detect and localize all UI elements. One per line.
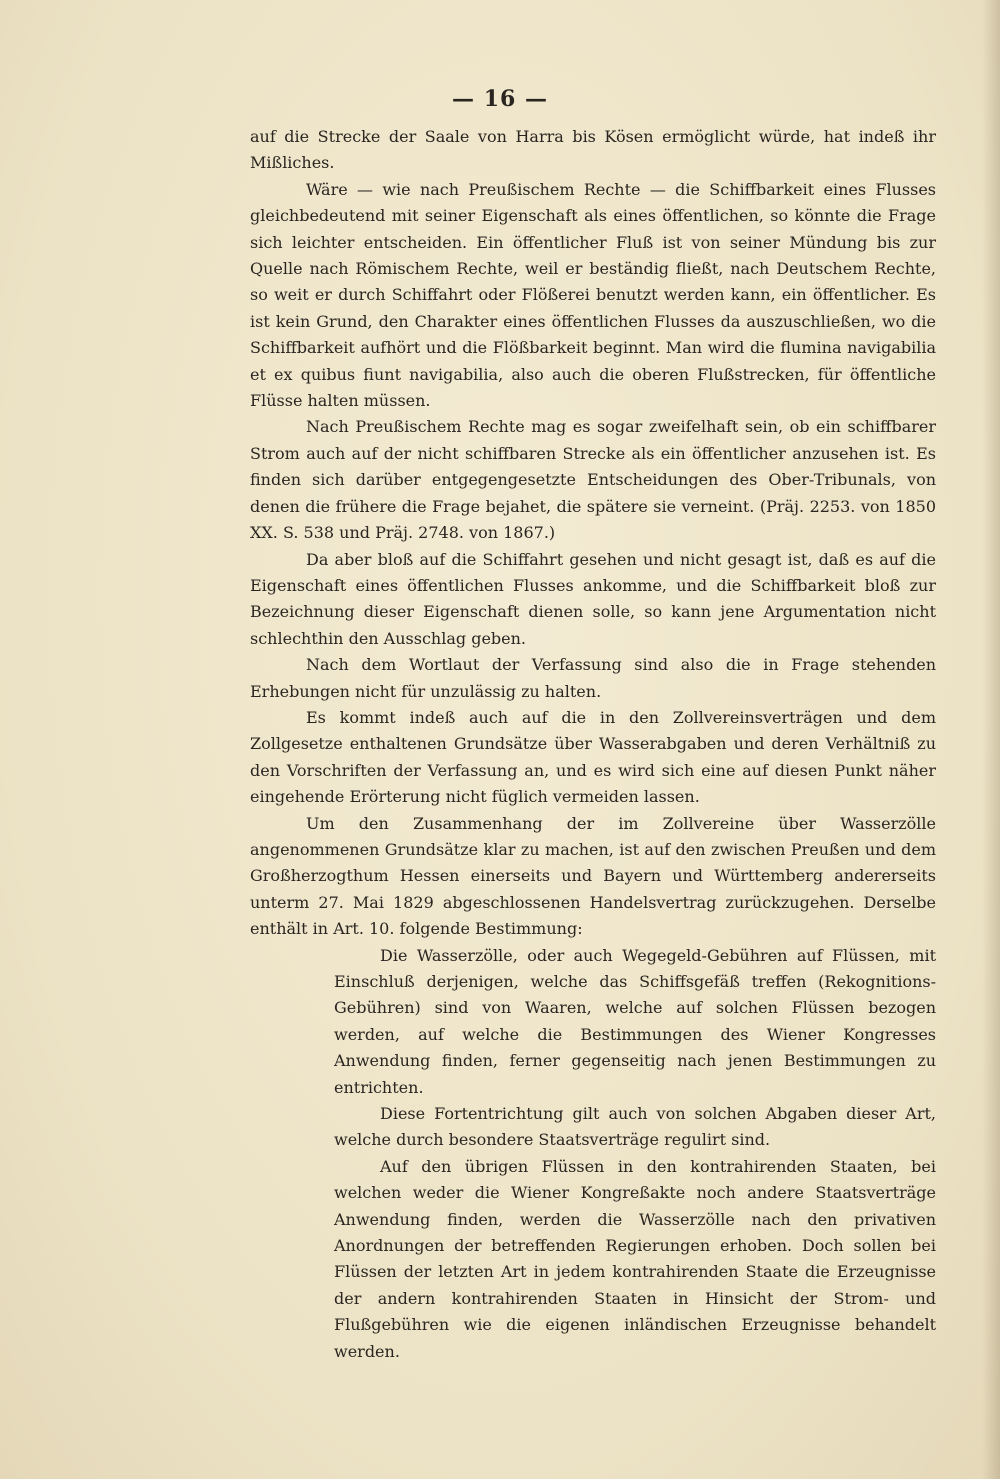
page-edge-shadow bbox=[982, 0, 1000, 1479]
paragraph: Um den Zusammenhang der im Zollvereine über Wasserzölle angenommenen Grundsätze klar zu machen, ist auf den zwischen Preußen und dem Großherzogthum Hessen einerseits und Bayern und Württemberg andererseits unterm 27. Mai 1829 abgeschlossenen Handelsvertrag zurückzugehen. Derselbe enthält in Art. 10. folgende Bestimmung: bbox=[250, 813, 936, 939]
quoted-paragraph: Auf den übrigen Flüssen in den kontrahirenden Staaten, bei welchen weder die Wiener Kongreßakte noch andere Staatsverträge Anwendung finden, werden die Wasserzölle nach den privativen Anordnungen der betreffenden Regierungen erhoben. Doch sollen bei Flüssen der letzten Art in jedem kontrahirenden Staate die Erzeugnisse der andern kontrahirenden Staaten in Hinsicht der Strom- und Flußgebühren wie die eigenen inländischen Erzeugnisse behandelt werden. bbox=[334, 1156, 936, 1361]
paragraph: Nach dem Wortlaut der Verfassung sind also die in Frage stehenden Erhebungen nicht für unzulässig zu halten. bbox=[250, 655, 936, 701]
page-number: — 16 — bbox=[452, 86, 548, 112]
quoted-paragraph: Die Wasserzölle, oder auch Wegegeld-Gebühren auf Flüssen, mit Einschluß derjenigen, welche das Schiffsgefäß treffen (Rekognitions-Gebühren) sind von Waaren, welche auf solchen Flüssen bezogen werden, auf welche die Bestimmungen des Wiener Kongresses Anwendung finden, ferner gegenseitig nach jenen Bestimmungen zu entrichten. bbox=[334, 945, 936, 1097]
paragraph: Da aber bloß auf die Schiffahrt gesehen und nicht gesagt ist, daß es auf die Eigenschaft eines öffentlichen Flusses ankomme, und die Schiffbarkeit bloß zur Bezeichnung dieser Eigenschaft dienen solle, so kann jene Argumentation nicht schlechthin den Ausschlag geben. bbox=[250, 549, 936, 648]
paragraph: Es kommt indeß auch auf die in den Zollvereinsverträgen und dem Zollgesetze enthaltenen Grundsätze über Wasserabgaben und deren Verhältniß zu den Vorschriften der Verfassung an, und es wird sich eine auf diesen Punkt näher eingehende Erörterung nicht füglich vermeiden lassen. bbox=[250, 707, 936, 807]
quoted-paragraph: Diese Fortentrichtung gilt auch von solchen Abgaben dieser Art, welche durch besondere Staatsverträge regulirt sind. bbox=[334, 1104, 936, 1150]
paragraph: Nach Preußischem Rechte mag es sogar zweifelhaft sein, ob ein schiffbarer Strom auch auf der nicht schiffbaren Strecke als ein öffentlicher anzusehen ist. Es finden sich darüber entgegengesetzte Entscheidungen des Ober-Tribunals, von denen die frühere die Frage bejahet, die spätere sie verneint. (Präj. 2253. von 1850 XX. S. 538 und Präj. 2748. von 1867.) bbox=[250, 417, 936, 543]
body-text bbox=[250, 124, 936, 1365]
paragraph: auf die Strecke der Saale von Harra bis Kösen ermöglicht würde, hat indeß ihr Mißliches. bbox=[250, 127, 936, 173]
paragraph: Wäre — wie nach Preußischem Rechte — die Schiffbarkeit eines Flusses gleichbedeutend mit seiner Eigenschaft als eines öffentlichen, so könnte die Frage sich leichter entscheiden. Ein öffentlicher Fluß ist von seiner Mündung bis zur Quelle nach Römischem Rechte, weil er beständig fließt, nach Deutschem Rechte, so weit er durch Schiffahrt oder Flößerei benutzt werden kann, ein öffentlicher. Es ist kein Grund, den Charakter eines öffentlichen Flusses da auszuschließen, wo die Schiffbarkeit aufhört und die Flößbarkeit beginnt. Man wird die flumina navigabilia et ex quibus fiunt navigabilia, also auch die oberen Flußstrecken, für öffentliche Flüsse halten müssen. bbox=[250, 179, 936, 411]
